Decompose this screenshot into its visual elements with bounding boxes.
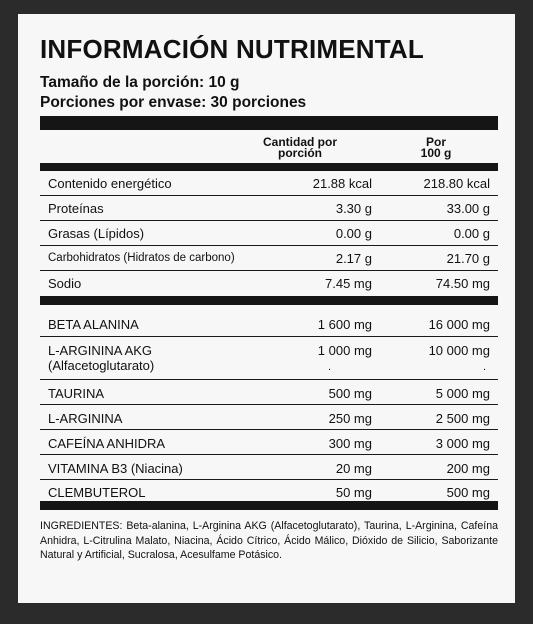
active-per-100g: 10 000 mg	[428, 343, 490, 358]
active-per-serving: 50 mg	[335, 485, 372, 500]
active-per-100g: 5 000 mg	[435, 386, 490, 401]
column-header-per-serving-line2: porción	[278, 146, 322, 160]
nutrition-panel	[18, 14, 515, 603]
page-title: INFORMACIÓN NUTRIMENTAL	[40, 34, 424, 64]
nutrient-row	[40, 171, 498, 196]
active-per-serving: 300 mg	[328, 436, 372, 451]
active-per-100g: 16 000 mg	[428, 317, 490, 332]
active-per-100g: 3 000 mg	[435, 436, 490, 451]
column-header-per-serving-line1: Cantidad por	[263, 135, 337, 149]
nutrient-per-serving: 0.00 g	[335, 226, 372, 241]
nutrient-row	[40, 196, 498, 221]
active-per-serving: 250 mg	[328, 411, 372, 426]
active-per-100g: 500 mg	[446, 485, 490, 500]
column-header-per-100g-line1: Por	[425, 135, 446, 149]
active-row	[40, 430, 498, 455]
active-per-serving: 1 600 mg	[317, 317, 372, 332]
active-per-serving: 20 mg	[335, 461, 372, 476]
active-name: CLEMBUTEROL	[48, 485, 146, 500]
column-header-per-serving	[240, 137, 360, 159]
nutrient-per-100g: 74.50 mg	[435, 276, 490, 291]
section-divider	[40, 296, 498, 305]
column-header-per-100g	[396, 137, 476, 159]
serving-size: Tamaño de la porción: 10 g	[40, 74, 240, 91]
active-name: BETA ALANINA	[48, 317, 139, 332]
active-row	[40, 311, 498, 337]
nutrient-per-100g: 0.00 g	[453, 226, 490, 241]
nutrient-row	[40, 271, 498, 296]
nutrient-name: Sodio	[48, 276, 82, 291]
nutrient-row	[40, 246, 498, 271]
nutrient-per-serving: 7.45 mg	[325, 276, 372, 291]
active-name: L-ARGININA AKG	[48, 343, 153, 358]
active-row	[40, 455, 498, 480]
active-name: VITAMINA B3 (Niacina)	[48, 461, 183, 476]
active-row	[40, 480, 498, 502]
dot-mark: .	[483, 361, 487, 373]
nutrient-name: Grasas (Lípidos)	[48, 226, 145, 241]
header-divider-bottom	[40, 163, 498, 171]
section-divider-bottom	[40, 501, 498, 510]
active-per-100g: 2 500 mg	[435, 411, 490, 426]
active-row	[40, 380, 498, 405]
nutrient-per-100g: 218.80 kcal	[423, 176, 490, 191]
nutrient-per-serving: 21.88 kcal	[312, 176, 372, 191]
nutrient-per-100g: 21.70 g	[446, 251, 490, 266]
servings-per-container: Porciones por envase: 30 porciones	[40, 94, 307, 111]
column-header-per-100g-line2: 100 g	[420, 146, 452, 160]
nutrient-name: Carbohidratos (Hidratos de carbono)	[48, 252, 235, 264]
header-divider-top	[40, 116, 498, 130]
nutrient-name: Proteínas	[48, 201, 104, 216]
nutrient-per-serving: 3.30 g	[335, 201, 372, 216]
active-name: CAFEÍNA ANHIDRA	[48, 436, 166, 451]
nutrient-per-100g: 33.00 g	[446, 201, 490, 216]
active-name: TAURINA	[48, 386, 105, 401]
active-row	[40, 405, 498, 430]
nutrient-row	[40, 221, 498, 246]
nutrient-name: Contenido energético	[48, 176, 172, 191]
dot-mark: .	[328, 361, 332, 373]
active-name: L-ARGININA	[48, 411, 123, 426]
ingredients-text: INGREDIENTES: Beta-alanina, L-Arginina AKG (Alfacetoglutarato), Taurina, L-Arginina, Cafeína Anhidra, L-Citrulina Malato, Niacina, Ácido Cítrico, Ácido Málico, Dióxido de Silicio, Saborizante Natural y Artificial, Sucralosa, Acesulfame Potásico.	[40, 520, 498, 561]
active-per-100g: 200 mg	[446, 461, 490, 476]
active-row	[40, 337, 498, 380]
active-per-serving: 1 000 mg	[317, 343, 372, 358]
active-name-line2: (Alfacetoglutarato)	[48, 358, 155, 373]
nutrient-per-serving: 2.17 g	[335, 251, 372, 266]
active-per-serving: 500 mg	[328, 386, 372, 401]
